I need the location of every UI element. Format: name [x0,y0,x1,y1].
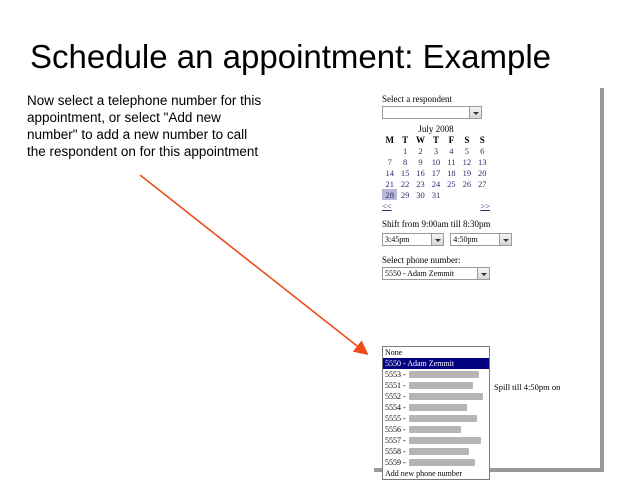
weekday-header: F [448,135,455,145]
list-item-label: 5555 - [385,414,406,423]
calendar-day[interactable]: 26 [462,178,472,189]
list-item-selected[interactable] [383,358,489,369]
redaction-bar [409,448,469,455]
phone-options-listbox[interactable] [382,346,490,480]
calendar-day[interactable]: 14 [385,167,394,178]
chevron-down-icon[interactable] [499,234,511,245]
time-range-row [382,233,592,246]
list-item[interactable] [383,468,489,479]
spill-note: Spill till 4:50pm on [494,382,561,392]
list-item-label: None [385,348,403,357]
calendar-prev-link[interactable]: << [382,201,392,211]
list-item[interactable] [383,347,489,358]
calendar-day[interactable] [475,189,490,200]
calendar-week-row [382,167,490,178]
calendar-day[interactable]: 21 [385,178,394,189]
calendar [382,124,490,211]
list-item[interactable] [383,424,489,435]
calendar-day[interactable]: 10 [431,156,441,167]
calendar-day[interactable]: 23 [416,178,425,189]
shift-text: Shift from 9:00am till 8:30pm [382,219,491,229]
calendar-week-row [382,189,490,200]
list-item[interactable] [383,435,489,446]
weekday-header: M [385,135,394,145]
calendar-day[interactable]: 15 [400,167,410,178]
list-item-label: 5558 - [385,447,406,456]
list-item[interactable] [383,380,489,391]
calendar-week-row [382,156,490,167]
calendar-day[interactable]: 13 [478,156,487,167]
calendar-day[interactable]: 16 [416,167,425,178]
calendar-day[interactable]: 2 [418,145,423,156]
calendar-day[interactable]: 30 [416,189,425,200]
calendar-day[interactable]: 3 [433,145,439,156]
calendar-day[interactable] [459,189,474,200]
calendar-day[interactable]: 29 [400,189,410,200]
respondent-select[interactable] [382,106,482,119]
calendar-day[interactable]: 4 [449,145,454,156]
calendar-day[interactable]: 11 [447,156,456,167]
redaction-bar [409,459,475,466]
list-item-label: 5557 - [385,436,406,445]
calendar-day[interactable]: 6 [480,145,485,156]
list-item-label: 5554 - [385,403,406,412]
page-title: Schedule an appointment: Example [30,38,552,75]
calendar-day[interactable]: 19 [462,167,472,178]
redaction-bar [409,426,461,433]
redaction-bar [409,415,477,422]
list-item[interactable] [383,391,489,402]
callout-text: Now select a telephone number for this appointment, or select "Add new number" to add a new number to call the respondent on for this appointment [27,93,262,159]
start-time-value: 3:45pm [385,235,410,244]
weekday-header: T [432,135,439,145]
chevron-down-icon[interactable] [431,234,443,245]
app-screenshot [374,88,604,478]
calendar-day[interactable] [444,189,459,200]
list-item[interactable] [383,369,489,380]
phone-label: Select phone number: [382,255,461,265]
calendar-day[interactable]: 8 [403,156,408,167]
list-item[interactable] [383,413,489,424]
redaction-bar [409,382,473,389]
start-time-select[interactable] [382,233,444,246]
list-item[interactable] [383,446,489,457]
weekday-header: W [416,135,426,145]
redaction-bar [409,393,483,400]
calendar-day-selected[interactable]: 28 [382,189,397,200]
calendar-day[interactable]: 1 [403,145,408,156]
end-time-select[interactable] [450,233,512,246]
list-item[interactable] [383,457,489,468]
calendar-day[interactable]: 18 [447,167,456,178]
calendar-day[interactable]: 25 [447,178,456,189]
list-item-label: 5556 - [385,425,406,434]
list-item[interactable] [383,402,489,413]
calendar-nav [382,201,490,211]
weekday-header: T [402,135,409,145]
calendar-day[interactable] [382,145,397,156]
calendar-day[interactable]: 22 [400,178,410,189]
phone-select[interactable] [382,267,490,280]
redaction-bar [409,371,479,378]
weekday-header: S [464,135,470,145]
list-item-label: 5559 - [385,458,406,467]
calendar-week-row [382,178,490,189]
list-item-label: 5550 - Adam Zemmit [385,359,455,368]
redaction-bar [409,437,481,444]
list-item-label: 5551 - [385,381,406,390]
calendar-day[interactable]: 31 [431,189,441,200]
calendar-day[interactable]: 20 [478,167,487,178]
calendar-day[interactable]: 27 [478,178,487,189]
calendar-weekday-row [382,135,490,145]
chevron-down-icon[interactable] [477,268,489,279]
calendar-day[interactable]: 5 [464,145,469,156]
list-item-label: 5553 - [385,370,406,379]
calendar-week-row [382,145,490,156]
calendar-day[interactable]: 12 [462,156,472,167]
redaction-bar [409,404,467,411]
calendar-day[interactable]: 24 [431,178,441,189]
phone-select-value: 5550 - Adam Zemmit [385,269,455,278]
list-item-label: 5552 - [385,392,406,401]
respondent-label: Select a respondent [382,94,452,104]
calendar-day[interactable]: 17 [431,167,441,178]
calendar-month-title: July 2008 [418,124,454,134]
calendar-day[interactable]: 9 [418,156,423,167]
end-time-value: 4:50pm [453,235,478,244]
calendar-grid [382,135,490,200]
list-item-label: Add new phone number [385,469,463,478]
chevron-down-icon[interactable] [469,107,481,118]
calendar-day[interactable]: 7 [387,156,392,167]
calendar-next-link[interactable]: >> [480,201,490,211]
weekday-header: S [479,135,485,145]
